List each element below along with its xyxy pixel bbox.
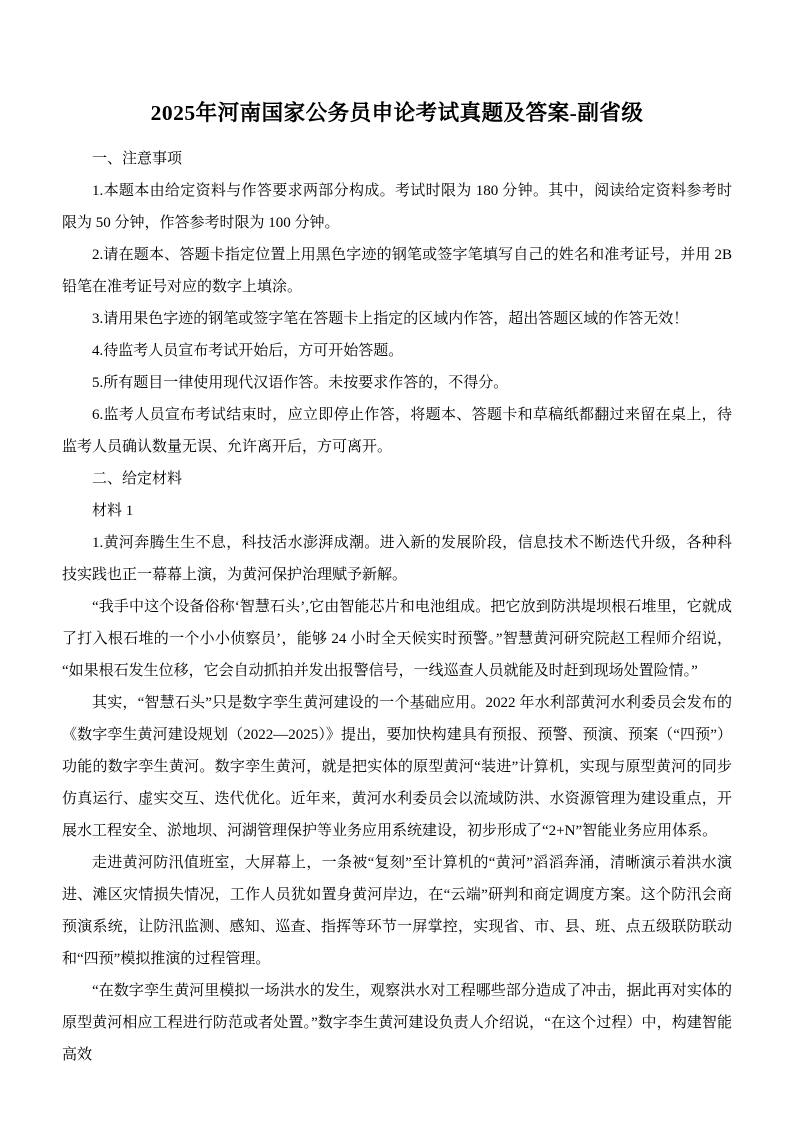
paragraph: 1.黄河奔腾生生不息，科技活水澎湃成潮。进入新的发展阶段，信息技术不断迭代升级，各种科技实践也正一幕幕上演，为黄河保护治理赋予新解。 <box>62 535 732 583</box>
document-body <box>62 143 732 1071</box>
section-heading: 一、注意事项 <box>92 151 183 167</box>
paragraph: 走进黄河防汛值班室，大屏幕上，一条被“复刻”至计算机的“黄河”滔滔奔涌，清晰演示着洪水演进、滩区灾情损失情况，工作人员犹如置身黄河岸边，在“云端”研判和商定调度方案。这个防汛会商预演系统，让防汛监测、感知、巡查、指挥等环节一屏掌控，实现省、市、县、班、点五级联防联动和“四预”模拟推演的过程管理。 <box>62 855 732 967</box>
paragraph: 2.请在题本、答题卡指定位置上用黑色字迹的钢笔或签字笔填写自己的姓名和准考证号，并用 2B 铅笔在准考证号对应的数字上填涂。 <box>62 247 732 295</box>
paragraph: 其实，“智慧石头”只是数字孪生黄河建设的一个基础应用。2022 年水利部黄河水利委员会发布的《数字孪生黄河建设规划（2022—2025）》提出，要加快构建具有预报、预警、预演、预案（“四预”）功能的数字孪生黄河。数字孪生黄河，就是把实体的原型黄河“装进”计算机，实现与原型黄河的同步仿真运行、虚实交互、迭代优化。近年来，黄河水利委员会以流域防洪、水资源管理为建设重点，开展水工程安全、淤地坝、河湖管理保护等业务应用系统建设，初步形成了“2+N”智能业务应用体系。 <box>62 695 732 839</box>
section-heading: 二、给定材料 <box>92 471 183 487</box>
section-heading: 材料 1 <box>92 503 134 519</box>
paragraph: “我手中这个设备俗称‘智慧石头’,它由智能芯片和电池组成。把它放到防洪堤坝根石堆里，它就成了打入根石堆的一个小小侦察员’，能够 24 小时全天候实时预警。”智慧黄河研究院赵工程师介绍说，“如果根石发生位移，它会自动抓拍并发出报警信号，一线巡查人员就能及时赶到现场处置险情。” <box>62 599 732 679</box>
paragraph: 6.监考人员宣布考试结束时，应立即停止作答，将题本、答题卡和草稿纸都翻过来留在桌上，待监考人员确认数量无误、允许离开后，方可离开。 <box>62 407 732 455</box>
paragraph: 3.请用果色字迹的钢笔或签字笔在答题卡上指定的区域内作答，超出答题区域的作答无效！ <box>92 311 689 327</box>
paragraph: 4.待监考人员宣布考试开始后，方可开始答题。 <box>92 343 404 359</box>
paragraph: “在数字孪生黄河里模拟一场洪水的发生，观察洪水对工程哪些部分造成了冲击，据此再对实体的原型黄河相应工程进行防范或者处置。”数字李生黄河建设负责人介绍说，“在这个过程）中，构建智能高效 <box>62 983 732 1063</box>
paragraph: 1.本题本由给定资料与作答要求两部分构成。考试时限为 180 分钟。其中，阅读给定资料参考时限为 50 分钟，作答参考时限为 100 分钟。 <box>62 183 732 231</box>
paragraph: 5.所有题目一律使用现代汉语作答。未按要求作答的，不得分。 <box>92 375 509 391</box>
document-title: 2025年河南国家公务员申论考试真题及答案-副省级 <box>150 101 644 125</box>
